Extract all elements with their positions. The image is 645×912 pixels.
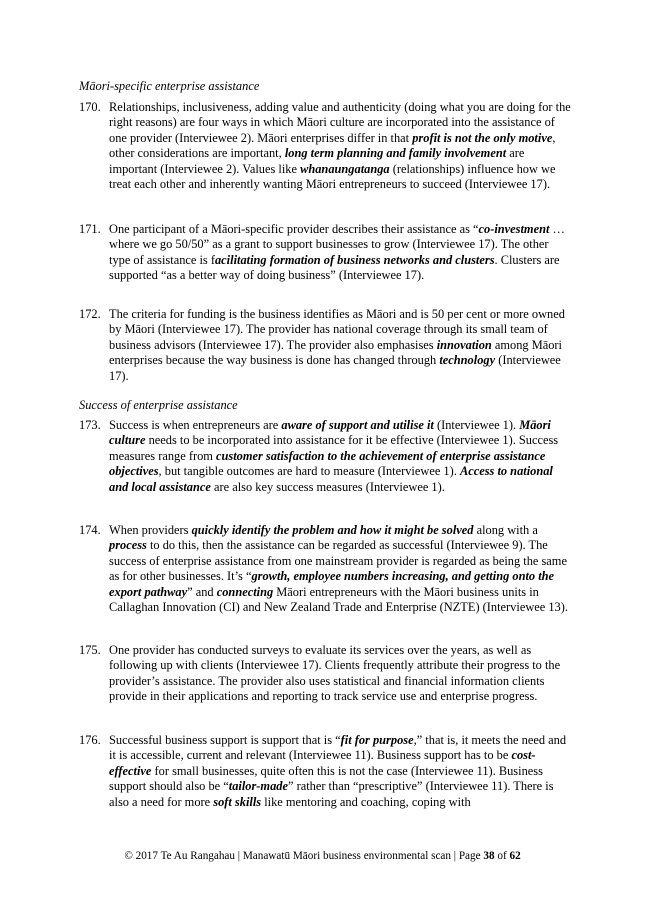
emphasis-text: profit is not the only motive [412,130,553,145]
emphasis-text: growth, employee numbers increasing, and getting onto the export pathway [109,569,555,599]
paragraph-number: 172. [79,307,101,321]
footer-of: of [494,850,510,862]
paragraph-number: 173. [79,418,101,432]
paragraph-text: are important (Interviewee 2). Values like [109,146,525,176]
paragraph-body [109,733,571,810]
emphasis-text: quickly identify the problem and how it might be solved [191,523,474,537]
emphasis-text: innovation [436,337,492,352]
paragraph-text: are also key success measures (Interviewee 1). [210,479,445,494]
paragraph-170 [79,100,571,192]
paragraph-number: 174. [79,523,101,537]
paragraph-text: (relationships) influence how we treat each other and inherently wanting Māori entrepreneurs to succeed (Interviewee 17). [109,161,556,192]
paragraph-text: needs to be incorporated into assistance for it be effective (Interviewee 1). Success measures range from [109,433,559,463]
emphasis-text: co-investment [478,222,550,236]
emphasis-text: cost-effective [109,748,536,778]
paragraph-text: among Māori enterprises because the way business is done has changed through [109,337,562,368]
paragraph-number: 175. [79,643,101,657]
emphasis-text: whanaungatanga [300,161,390,176]
paragraph-text: . Clusters are supported “as a better way of doing business” (Interviewee 17). [109,252,560,283]
emphasis-text: acilitating formation of business networks and clusters [214,252,495,267]
emphasis-text: soft skills [213,794,262,809]
paragraph-172 [79,307,571,384]
paragraph-body [109,222,571,284]
emphasis-text: Access to national and local assistance [109,464,553,494]
paragraph-text: ” and [187,584,217,599]
paragraph-173 [79,418,571,495]
emphasis-text: Māori culture [109,418,551,448]
emphasis-text: process [109,538,147,553]
paragraph-174 [79,523,571,615]
paragraph-text: to do this, then the assistance can be regarded as successful (Interviewee 9). The success of enterprise assistance from one mainstream provider is regarded as being the same as for other businesses. It’s “ [109,538,567,584]
emphasis-text: connecting [216,584,274,599]
paragraph-number: 170. [79,100,101,114]
paragraph-number: 176. [79,733,101,747]
paragraph-text: (Interviewee 17). [109,353,561,383]
page-footer [0,849,645,863]
paragraph-text: One provider has conducted surveys to evaluate its services over the years, as well as following up with clients (Interviewee 17). Clients frequently attribute their progress to the provider’s assistance. The provider also uses statistical and financial information clients provide in their applications and reporting to track service use and enterprise progress. [109,643,561,704]
paragraph-text: One participant of a Māori-specific provider describes their assistance as “ [109,222,479,236]
emphasis-text: technology [439,353,496,368]
paragraph-text: The criteria for funding is the business identifies as Māori and is 50 per cent or more owned by Māori (Interviewee 17). The provider has national coverage through its small team of business advisors (Interviewee 17). The provider also emphasises [109,307,565,352]
emphasis-text: customer satisfaction to the achievement of enterprise assistance objectives [109,448,546,479]
paragraph-body [109,643,571,705]
paragraph-text: … where we go 50/50” as a grant to support businesses to grow (Interviewee 17). The other type of assistance is f [109,222,565,267]
paragraph-text: , other considerations are important, [109,130,556,161]
paragraph-text: along with a [473,523,538,537]
section-heading-success: Success of enterprise assistance [79,398,238,412]
paragraph-number: 171. [79,222,101,236]
emphasis-text: fit for purpose [340,733,414,747]
paragraph-text: ” rather than “prescriptive” (Interviewee 11). There is also a need for more [109,779,554,809]
paragraph-text: Successful business support is support that is “ [109,733,341,747]
paragraph-text: Māori entrepreneurs with the Māori business units in Callaghan Innovation (CI) and New Zealand Trade and Enterprise (NZTE) (Interviewee 13). [109,584,568,615]
paragraph-175 [79,643,571,705]
footer-text: © 2017 Te Au Rangahau | Manawatū Māori business environmental scan | Page [124,850,484,862]
emphasis-text: aware of support and utilise it [281,418,434,432]
paragraph-body [109,418,571,495]
paragraph-text: like mentoring and coaching, coping with [261,794,471,809]
paragraph-text: Relationships, inclusiveness, adding value and authenticity (doing what you are doing for the right reasons) are four ways in which Māori culture are incorporated into the assistance of one provider (Interviewee 2). Māori enterprises differ in that [109,100,571,145]
paragraph-text: (Interviewee 1). [433,418,520,432]
paragraph-text: ,” that is, it meets the need and it is accessible, current and relevant (Interviewee 11). Business support has to be [109,733,567,763]
paragraph-body [109,523,571,615]
paragraph-body [109,307,571,384]
paragraph-171 [79,222,571,284]
emphasis-text: long term planning and family involvement [284,146,507,161]
paragraph-text: Success is when entrepreneurs are [109,418,282,432]
paragraph-body [109,100,571,192]
section-heading-maori-specific: Māori-specific enterprise assistance [79,79,260,93]
footer-page-total: 62 [509,850,521,862]
footer-page-number: 38 [483,850,495,862]
emphasis-text: tailor-made [228,779,288,794]
paragraph-text: , but tangible outcomes are hard to measure (Interviewee 1). [158,464,460,479]
paragraph-text: for small businesses, quite often this is not the case (Interviewee 11). Business support should also be “ [109,763,543,794]
paragraph-text: When providers [109,523,192,537]
paragraph-176 [79,733,571,810]
